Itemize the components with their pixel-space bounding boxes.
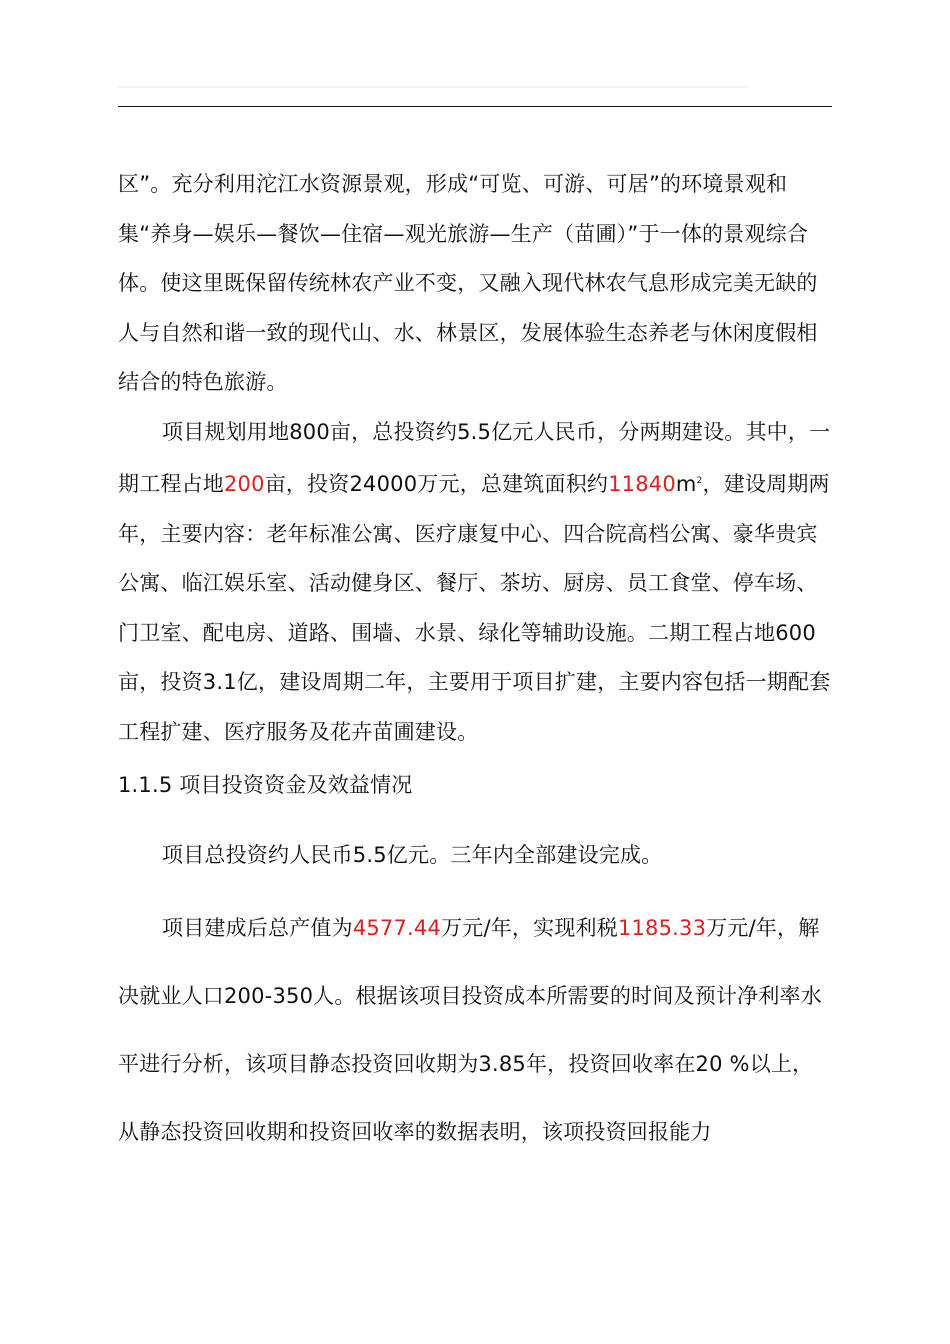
building-area-value: 11840 — [608, 472, 676, 496]
benefit-text-c: 万元/年，解决就业人口200-350人。根据该项目投资成本所需要的时间及预计净利率水平进行分析，该项目静态投资回收期为3.85年，投资回收率在20 %以上，从静态投资回收期和投资回收率的数据表明，该项投资回报能力 — [118, 916, 822, 1144]
area-unit-superscript: 2 — [696, 476, 703, 486]
header-faint-line — [118, 86, 748, 88]
document-body — [118, 160, 832, 1166]
header-rule — [118, 106, 832, 107]
section-heading: 1.1.5 项目投资资金及效益情况 — [118, 773, 413, 797]
area-unit: m — [675, 472, 697, 496]
paragraph-benefits — [118, 894, 832, 1166]
plan-text-b: 亩，投资24000万元，总建筑面积约 — [264, 472, 609, 496]
paragraph-project-plan — [118, 408, 832, 758]
plan-text-c: ，建设周期两年，主要内容：老年标准公寓、医疗康复中心、四合院高档公寓、豪华贵宾公寓、临江娱乐室、活动健身区、餐厅、茶坊、厨房、员工食堂、停车场、门卫室、配电房、道路、围墙、水景、绿化等辅助设施。二期工程占地600亩，投资3.1亿，建设周期二年，主要用于项目扩建，主要内容包括一期配套工程扩建、医疗服务及花卉苗圃建设。 — [118, 472, 831, 744]
plan-text-a: 项目规划用地800亩，总投资约5.5亿元人民币，分两期建设。其中，一期工程占地 — [118, 419, 831, 496]
phase1-area-value: 200 — [224, 472, 265, 496]
tax-value: 1185.33 — [617, 916, 707, 940]
benefit-text-b: 万元/年，实现利税 — [441, 916, 618, 940]
paragraph-scenic-overview: 区”。充分利用沱江水资源景观，形成“可览、可游、可居”的环境景观和集“养身—娱乐—餐饮—住宿—观光旅游—生产（苗圃）”于一体的景观综合体。使这里既保留传统林农产业不变，又融入现代林农气息形成完美无缺的人与自然和谐一致的现代山、水、林景区，发展体验生态养老与休闲度假相结合的特色旅游。 — [118, 172, 818, 394]
output-value: 4577.44 — [352, 916, 442, 940]
paragraph-total-investment: 项目总投资约人民币5.5亿元。三年内全部建设完成。 — [162, 842, 663, 867]
benefit-text-a: 项目建成后总产值为 — [162, 916, 353, 940]
